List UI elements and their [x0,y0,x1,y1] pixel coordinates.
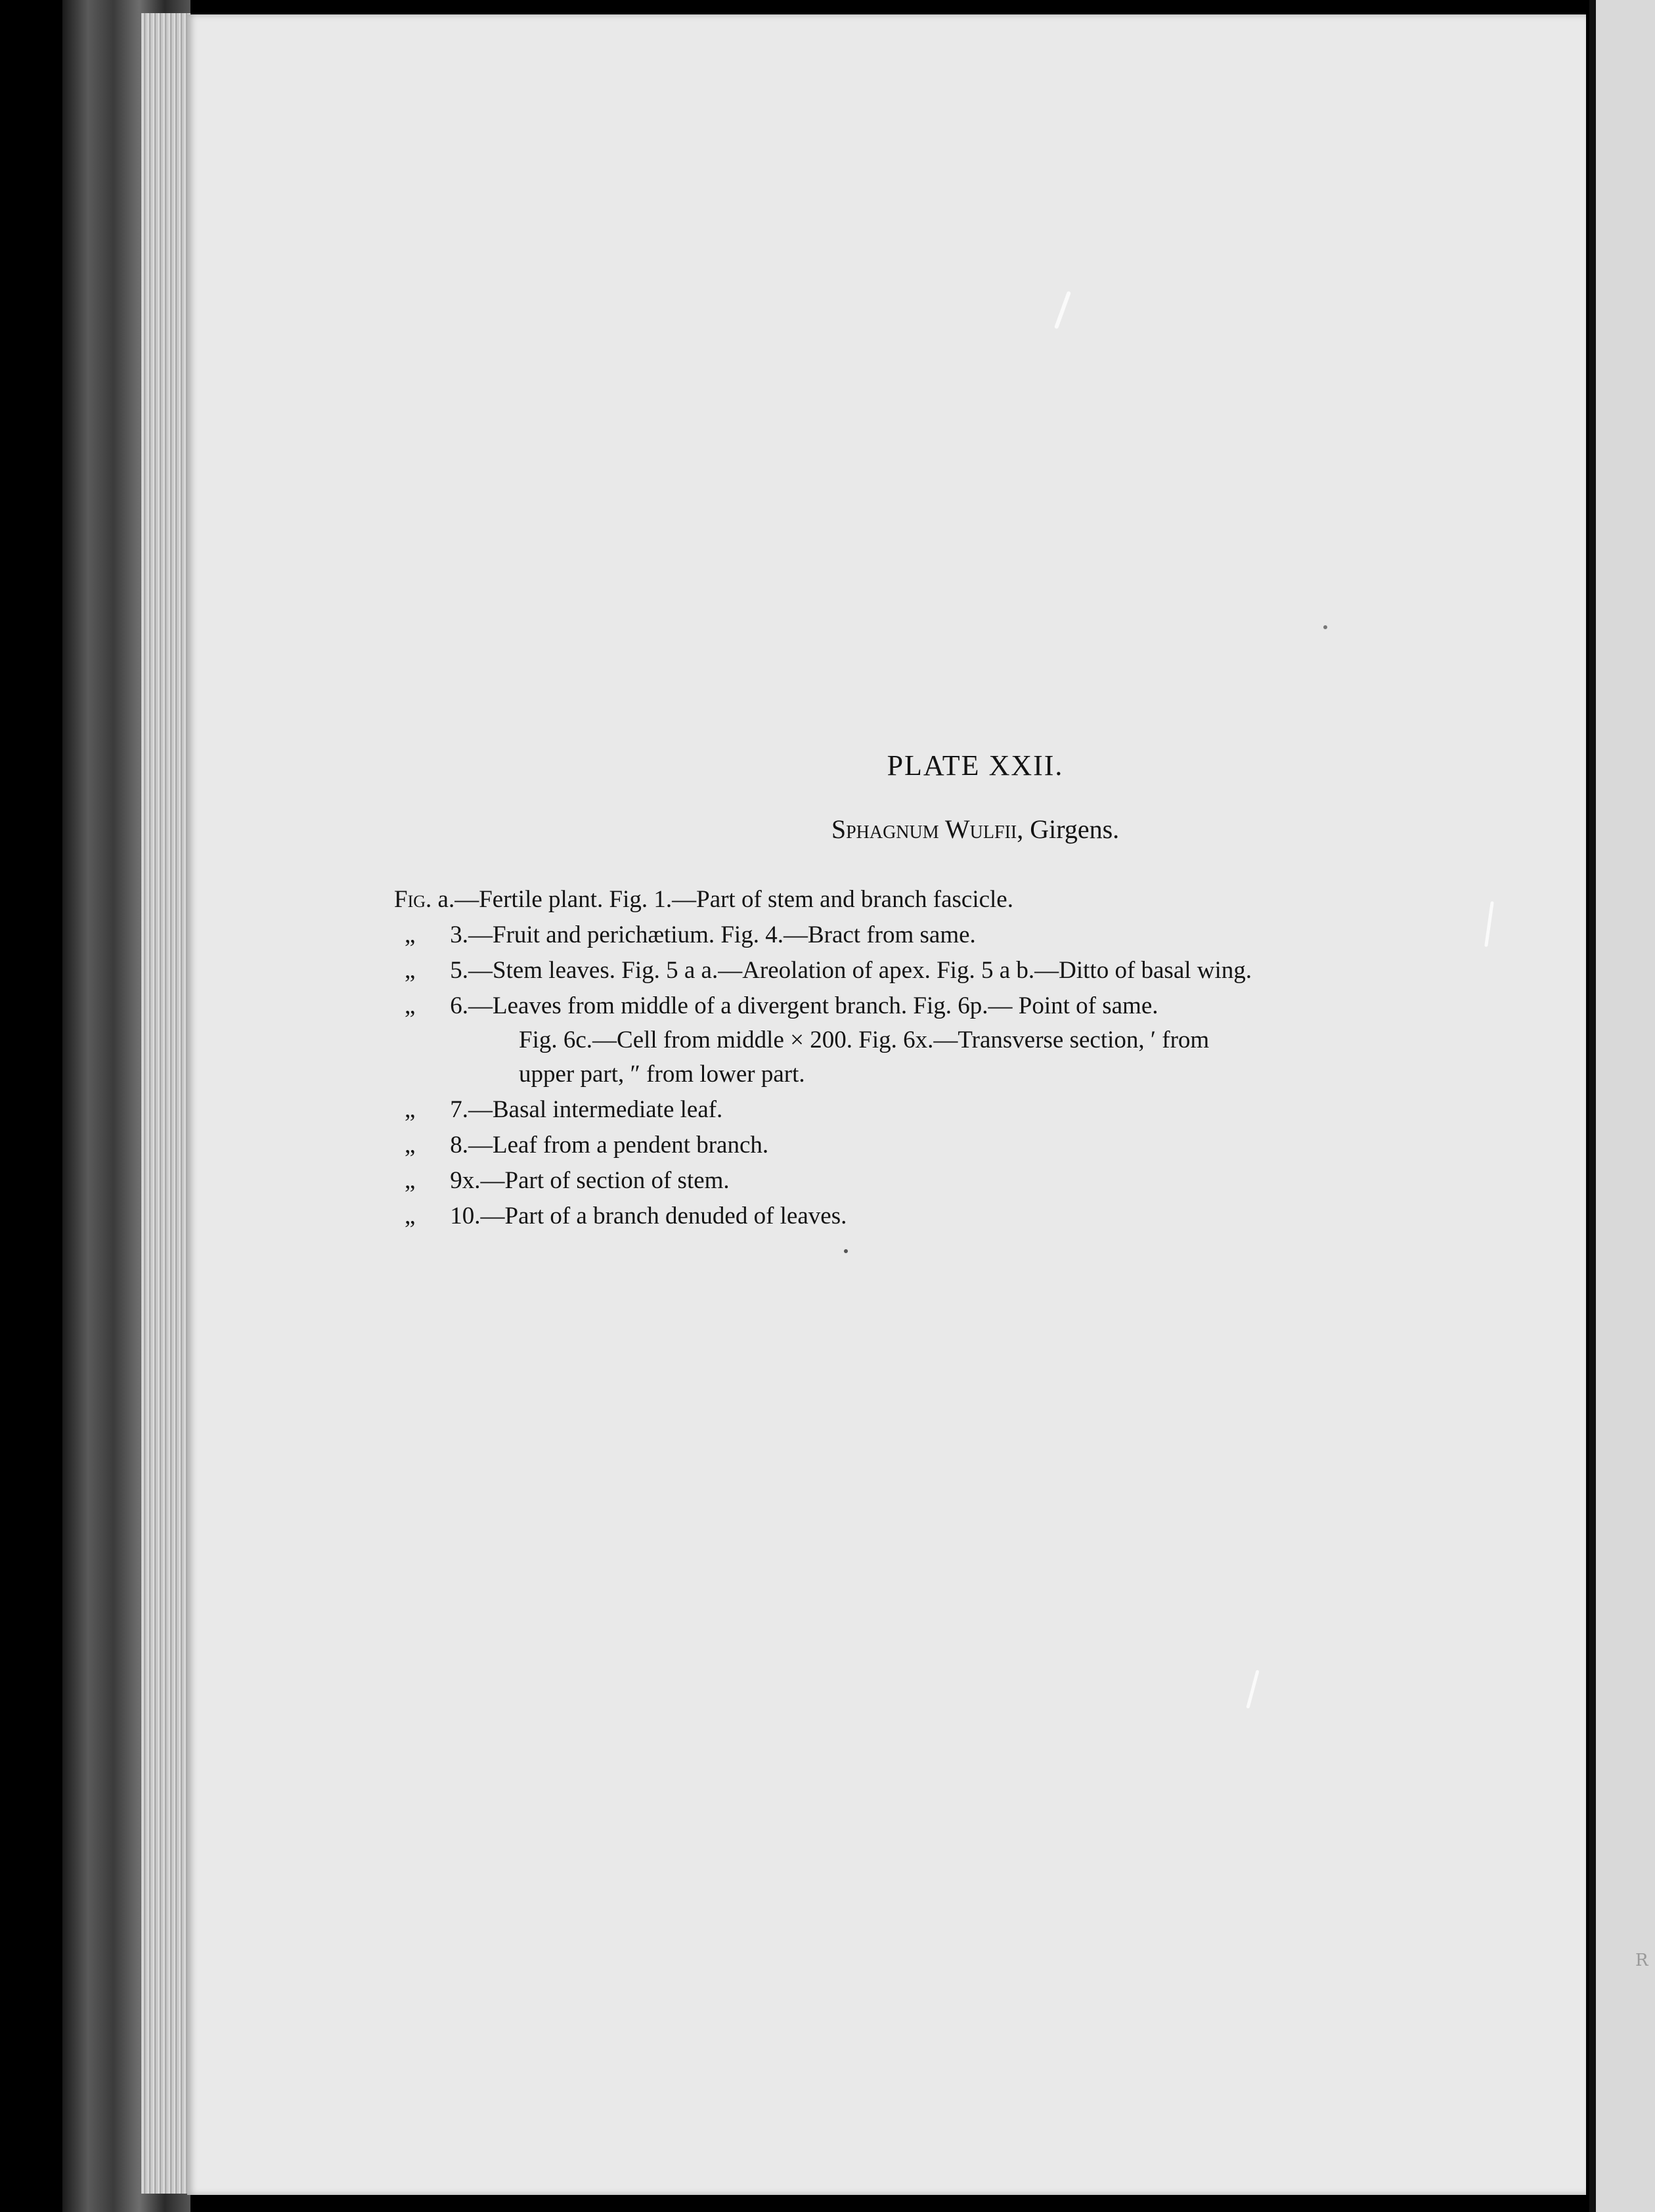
figure-entry [394,954,1419,988]
ditto-mark: „ [405,1132,416,1159]
species-author: Girgens. [1030,814,1120,844]
figure-continuation: Fig. 6c.—Cell from middle × 200. Fig. 6x.—Transverse section, ′ from [519,1027,1210,1053]
figure-text: 3.—Fruit and perichætium. Fig. 4.—Bract from same. [450,921,976,948]
figure-text: 8.—Leaf from a pendent branch. [450,1132,769,1159]
figure-prefix: Fig. [394,886,432,913]
figure-text: 6.—Leaves from middle of a divergent branch. Fig. 6p.— Point of same. [450,992,1158,1019]
scan-speck [1323,625,1327,629]
scan-speck [1484,901,1494,947]
facing-page-fragment: R [1635,1951,1648,1970]
ditto-mark: „ [405,1167,416,1194]
figure-continuation: upper part, ″ from lower part. [519,1061,805,1088]
page-stack-edge [141,13,190,2194]
scan-speck [1054,291,1071,329]
figure-text: 5.—Stem leaves. Fig. 5 a a.—Areolation of apex. Fig. 5 a b.—Ditto of basal wing. [450,957,1252,984]
ditto-mark: „ [405,1096,416,1123]
figure-entry [394,1093,1419,1127]
figure-text: 9x.—Part of section of stem. [450,1167,730,1194]
ditto-mark: „ [405,992,416,1019]
figure-entry [394,1164,1419,1198]
figure-entry [394,918,1419,952]
ditto-mark: „ [405,921,416,948]
species-name: Sphagnum Wulfii, [831,814,1024,844]
ditto-mark: „ [405,1203,416,1229]
plate-caption [394,749,1419,1235]
figure-entry [394,1128,1419,1162]
scan-speck [1246,1670,1259,1708]
scan-speck [844,1249,848,1253]
plate-title: PLATE XXII. [887,749,1064,782]
figure-text: 10.—Part of a branch denuded of leaves. [450,1203,847,1229]
figure-entry [394,883,1419,917]
species-heading [394,814,1419,845]
figure-entry [394,1199,1419,1233]
facing-page-edge [1589,0,1655,2212]
figure-text: a.—Fertile plant. Fig. 1.—Part of stem and branch fascicle. [437,886,1013,913]
ditto-mark: „ [405,957,416,984]
figure-text: 7.—Basal intermediate leaf. [450,1096,723,1123]
figure-entry [394,989,1419,1092]
